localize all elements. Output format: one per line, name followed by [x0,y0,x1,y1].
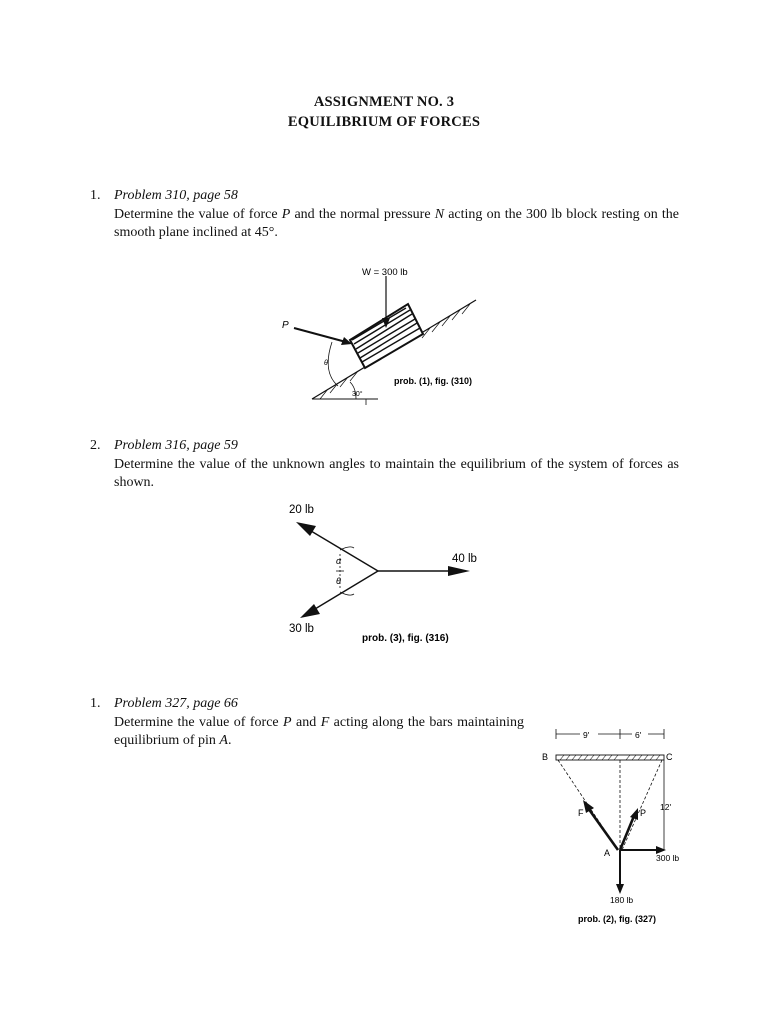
problem-text-3: Determine the value of force P and F acting along the bars maintaining equilibrium of pin A. [114,715,524,748]
force-f-arrow [588,808,618,850]
force-40-label: 40 lb [452,553,477,565]
force-30-arrowhead [300,604,320,618]
problem-heading-3: Problem 327, page 66 [114,696,238,711]
problem-heading-1: Problem 310, page 58 [114,188,238,203]
load-180-label: 180 lb [610,895,634,905]
theta-arc [328,342,338,386]
figure-316-caption: prob. (3), fig. (316) [362,633,449,644]
assignment-subtitle: EQUILIBRIUM OF FORCES [287,114,481,130]
figure-327 [530,724,730,930]
problem-text-2: Determine the value of the unknown angles to maintain the equilibrium of the system of forces as shown. [114,457,679,490]
force-20-label: 20 lb [289,504,314,516]
problem-text-1: Determine the value of force P and the normal pressure N acting on the 300 lb block resting on the smooth plane inclined at 45°. [114,207,679,240]
force-20-line [306,528,378,571]
point-c-label: C [666,752,673,762]
load-180-arrowhead [616,884,624,894]
theta-label: θ [324,360,328,367]
figure-310 [270,262,500,408]
problem-heading-2: Problem 316, page 59 [114,438,238,453]
line-ca [622,760,662,850]
problem-number-1: 1. [90,188,101,203]
weight-label: W = 300 lb [362,267,408,278]
dimension-12: 12' [660,802,672,812]
force-30-line [310,571,378,612]
force-30-label: 30 lb [289,623,314,635]
force-p-arrowhead [630,808,638,820]
alpha-label: α [336,556,342,566]
problem-number-2: 2. [90,438,101,453]
force-p-label: P [282,320,289,331]
force-p-label: P [640,808,647,818]
dimension-6: 6' [635,730,642,740]
dimension-9: 9' [583,730,590,740]
force-40-arrowhead [448,566,470,576]
force-p-arrow [294,328,346,342]
point-b-label: B [542,752,549,762]
force-20-arrowhead [296,522,316,536]
figure-327-caption: prob. (2), fig. (327) [578,914,657,924]
load-300-label: 300 lb [656,853,680,863]
incline-angle-label: 30° [352,391,363,398]
force-f-label: F [578,808,584,818]
figure-316 [280,498,500,650]
force-p-arrow [620,816,634,850]
theta-label: θ [336,576,341,586]
problem-number-3: 1. [90,696,101,711]
assignment-title: ASSIGNMENT NO. 3 [313,94,455,110]
point-a-label: A [604,848,611,858]
figure-310-caption: prob. (1), fig. (310) [394,376,473,386]
